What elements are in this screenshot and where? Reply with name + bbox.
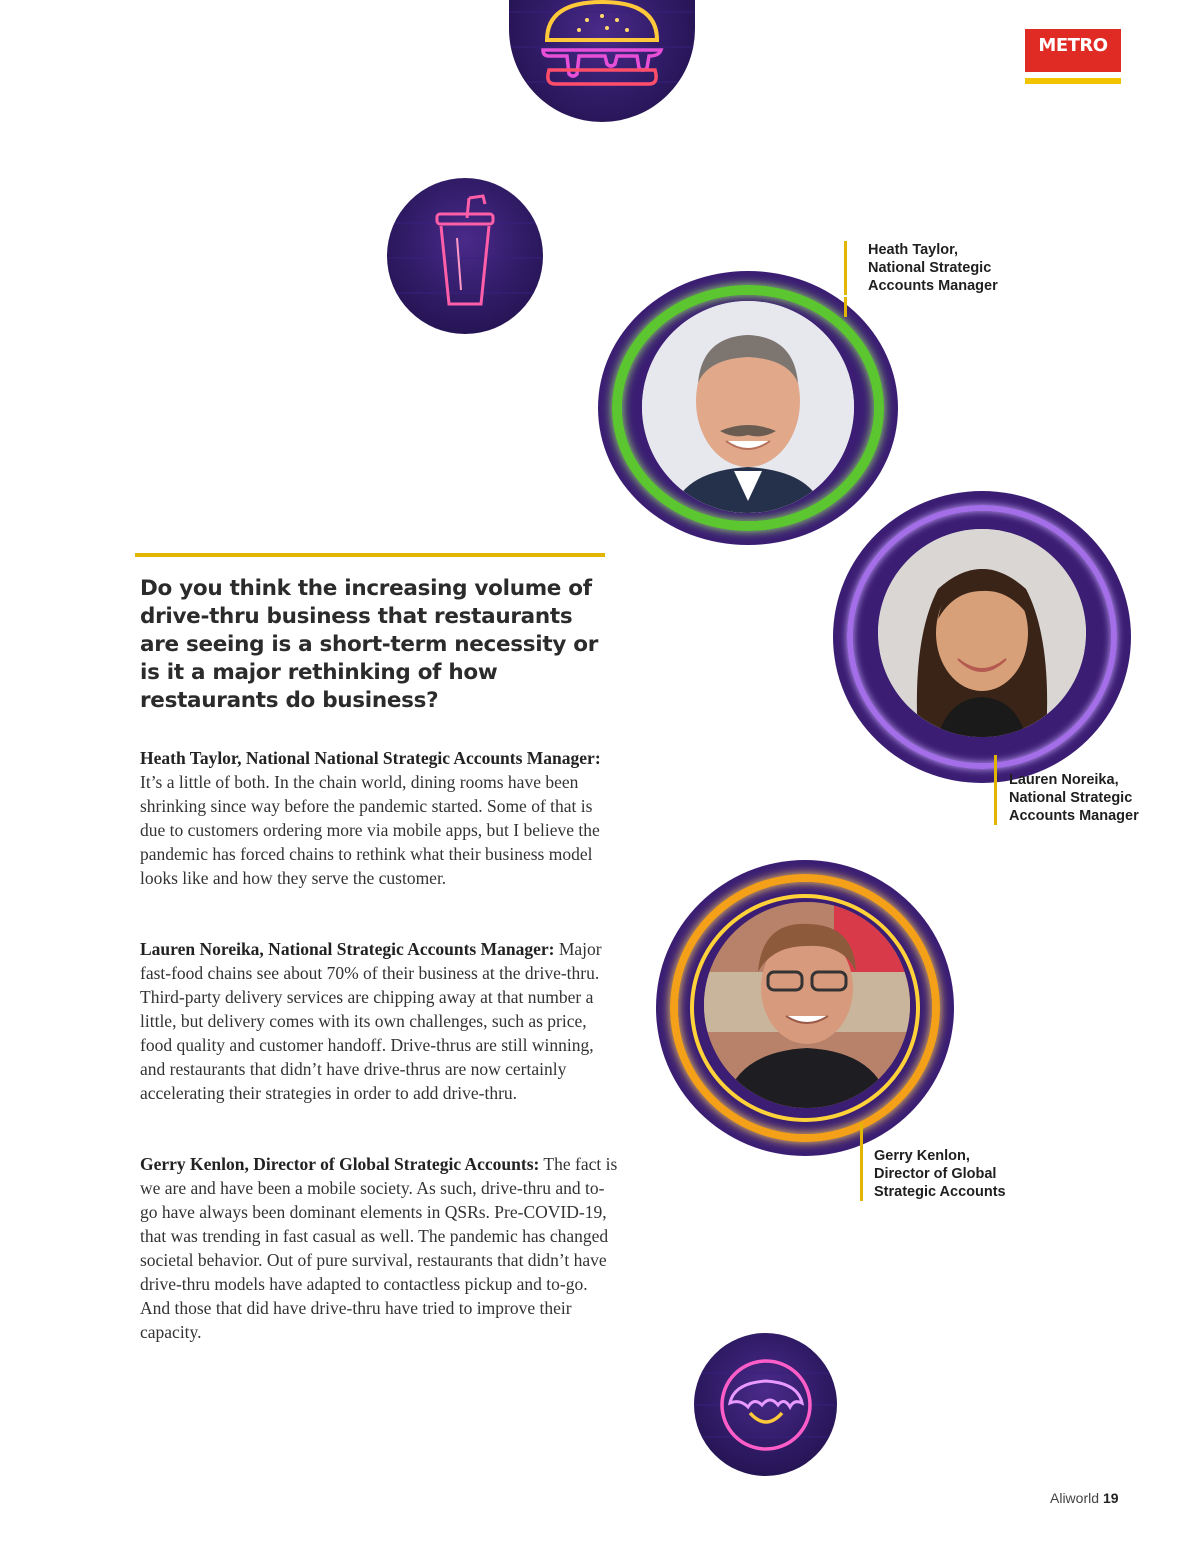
portrait-lauren-noreika (833, 491, 1131, 783)
photo-gerry-kenlon (704, 902, 910, 1108)
caption-lauren-noreika (994, 771, 1189, 825)
portrait-heath-taylor (598, 271, 898, 545)
donut-icon (694, 1333, 837, 1476)
caption-title-line: Accounts Manager (868, 278, 998, 294)
caption-title-line: Director of Global (874, 1166, 997, 1182)
publication-name: Aliworld (1050, 1490, 1100, 1506)
question-heading: Do you think the increasing volume of drive-thru business that restaurants are seeing is a short-term necessity or is it a major rethinking of how restaurants do business? (140, 576, 598, 713)
caption-heath-taylor (844, 241, 1088, 295)
drink-cup-icon (387, 178, 543, 334)
caption-gerry-kenlon (860, 1123, 1054, 1201)
page-footer (1050, 1490, 1140, 1506)
answer-text: It’s a little of both. In the chain world, dining rooms have been shrinking since way before the pandemic started. Some of that is due to customers ordering more via mobile apps, but I believe the pandemic has forced chains to rethink what their business model looks like and how they serve the customer. (140, 772, 600, 888)
photo-heath-taylor (642, 301, 854, 513)
answer-heath-taylor (140, 746, 620, 890)
answer-speaker: Gerry Kenlon, Director of Global Strategic Accounts: (140, 1154, 540, 1174)
caption-title-line: Accounts Manager (1009, 808, 1139, 824)
metro-logo (1025, 29, 1121, 85)
neon-cup-illustration (387, 178, 543, 334)
neon-burger-illustration (509, 0, 695, 122)
answer-speaker: Heath Taylor, National National Strategic Accounts Manager: (140, 748, 601, 768)
page-number: 19 (1103, 1490, 1119, 1506)
answer-text: The fact is we are and have been a mobile society. As such, drive-thru and to-go have always been dominant elements in QSRs. Pre-COVID-19, that was trending in fast casual as well. The pandemic has changed societal behavior. Out of pure survival, restaurants that didn’t have drive-thru models have adapted to contactless pickup and to-go. And those that did have drive-thru have tried to improve their capacity. (140, 1154, 618, 1342)
answer-lauren-noreika (140, 937, 620, 1105)
caption-title-line: National Strategic (1009, 790, 1133, 806)
logo-text: METRO (1038, 35, 1108, 56)
answer-gerry-kenlon (140, 1152, 620, 1344)
photo-lauren-noreika (878, 529, 1086, 737)
caption-name: Lauren Noreika, (1009, 772, 1119, 788)
logo-yellow-bar (1025, 78, 1121, 84)
caption-title-line: Strategic Accounts (874, 1184, 1006, 1200)
caption-title-line: National Strategic (868, 260, 992, 276)
heading-rule (135, 553, 605, 557)
portrait-gerry-kenlon (656, 860, 954, 1156)
burger-icon (509, 0, 695, 122)
caption-name: Gerry Kenlon, (874, 1148, 970, 1164)
neon-donut-illustration (694, 1333, 837, 1476)
caption-name: Heath Taylor, (868, 242, 958, 258)
answer-speaker: Lauren Noreika, National Strategic Accounts Manager: (140, 939, 555, 959)
answer-text: Major fast-food chains see about 70% of their business at the drive-thru. Third-party delivery services are chipping away at that number a little, but delivery comes with its own challenges, such as price, food quality and customer handoff. Drive-thrus are still winning, and restaurants that didn’t have drive-thrus are now certainly accelerating their strategies in order to add drive-thru. (140, 939, 602, 1103)
caption-connector (844, 297, 847, 317)
caption-connector (994, 755, 997, 771)
